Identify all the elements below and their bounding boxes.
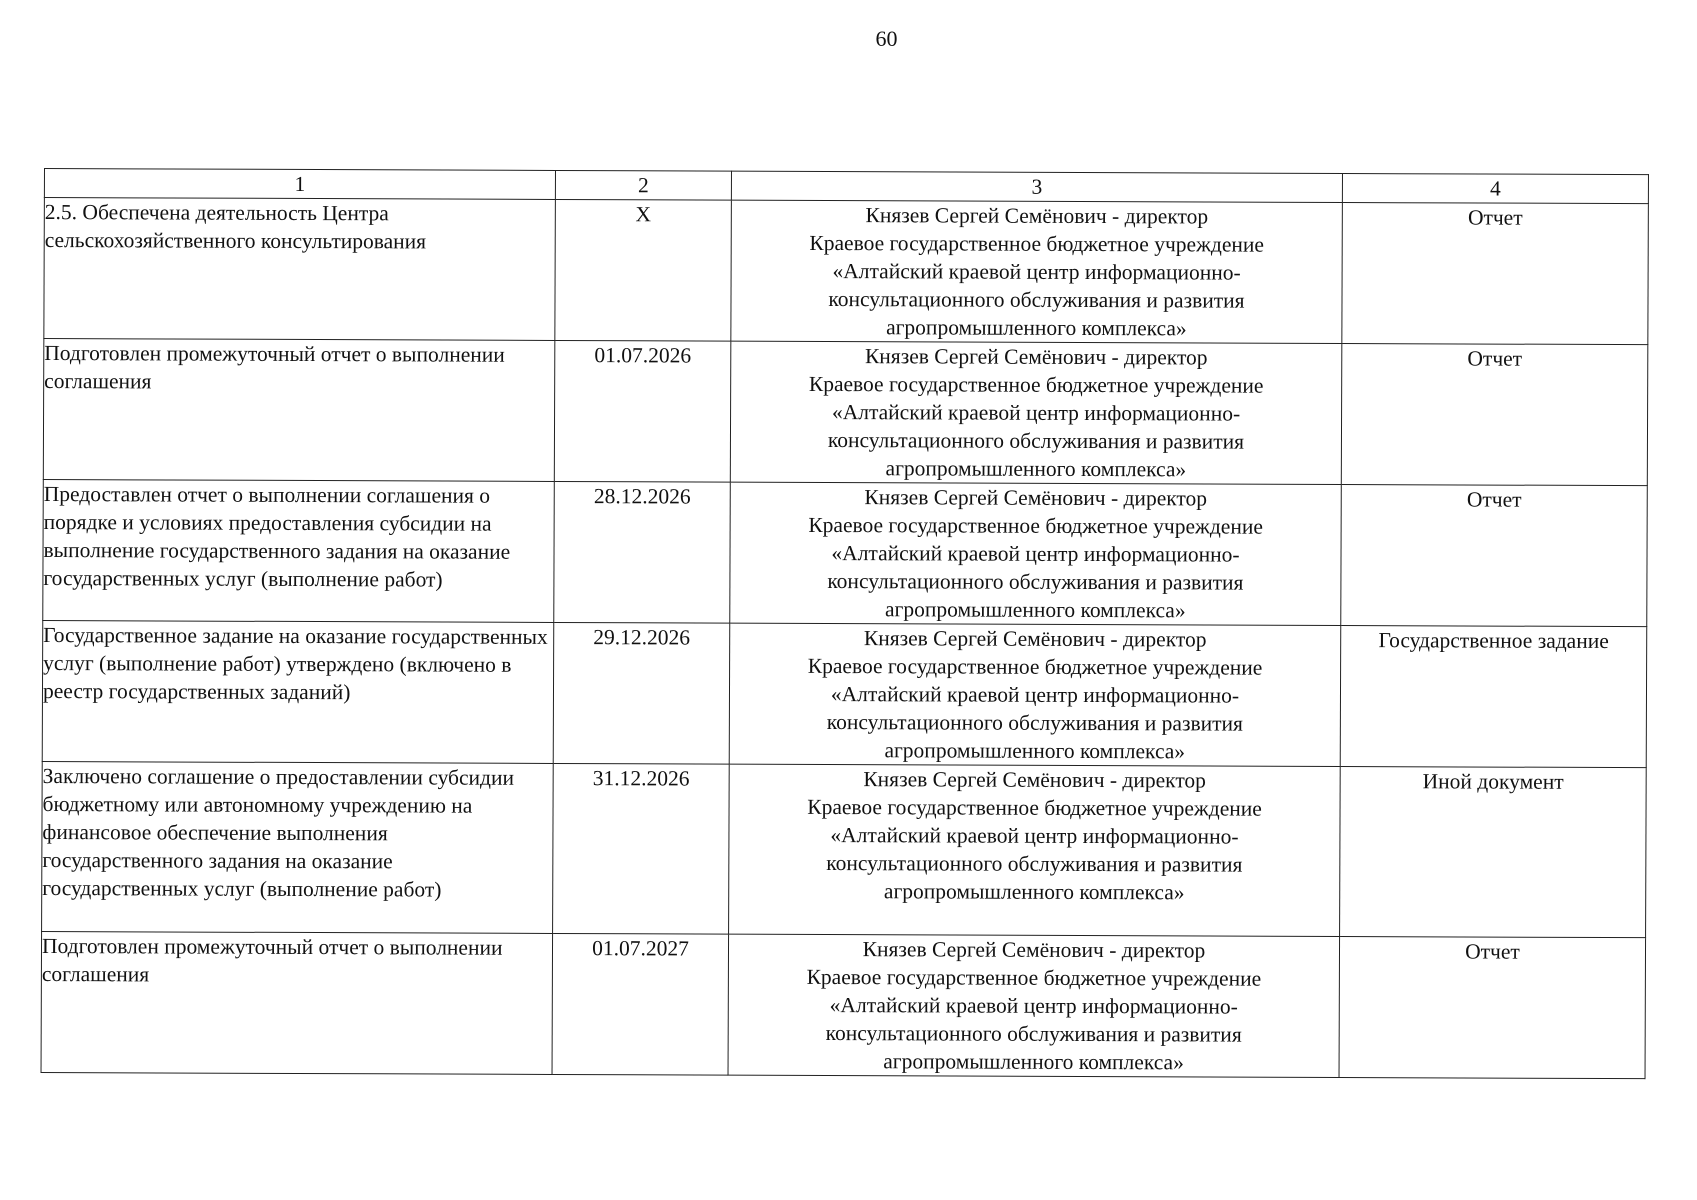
date-cell: 01.07.2027 xyxy=(552,933,729,1075)
column-header-4: 4 xyxy=(1342,173,1648,203)
page-number: 60 xyxy=(875,26,898,51)
document-cell: Отчет xyxy=(1341,343,1648,485)
table-row xyxy=(42,761,1647,937)
responsible-line: Краевое государственное бюджетное учреждение xyxy=(807,794,1262,821)
event-cell: Подготовлен промежуточный отчет о выполнении соглашения xyxy=(41,931,553,1074)
date-cell: 01.07.2026 xyxy=(554,340,731,482)
table-row xyxy=(41,931,1646,1078)
responsible-line: консультационного обслуживания и развития xyxy=(826,851,1243,877)
responsible-line: Князев Сергей Семёнович - директор xyxy=(864,344,1208,370)
responsible-line: агропромышленного комплекса» xyxy=(883,1049,1184,1075)
plan-table xyxy=(41,168,1649,1079)
responsible-line: консультационного обслуживания и развития xyxy=(828,287,1245,313)
date-cell: 29.12.2026 xyxy=(553,622,730,764)
responsible-line: «Алтайский краевой центр информационно- xyxy=(831,541,1240,567)
responsible-line: агропромышленного комплекса» xyxy=(883,879,1185,905)
event-cell: Подготовлен промежуточный отчет о выполнении соглашения xyxy=(43,339,555,482)
responsible-cell xyxy=(730,341,1342,484)
event-cell: Заключено соглашение о предоставлении субсидии бюджетному или автономному учреждению на финансовое обеспечение выполнения государственного задания на оказание государственных услуг (выполнение работ) xyxy=(42,761,554,933)
responsible-line: Краевое государственное бюджетное учреждение xyxy=(808,512,1263,539)
responsible-line: агропромышленного комплекса» xyxy=(884,597,1186,623)
responsible-line: Князев Сергей Семёнович - директор xyxy=(864,485,1208,511)
responsible-cell xyxy=(730,482,1342,625)
responsible-line: агропромышленного комплекса» xyxy=(885,456,1187,482)
date-cell: 28.12.2026 xyxy=(554,481,731,623)
document-cell: Иной документ xyxy=(1340,766,1647,937)
responsible-line: консультационного обслуживания и развития xyxy=(825,1021,1242,1047)
column-header-2: 2 xyxy=(555,170,731,200)
column-header-3: 3 xyxy=(731,171,1342,202)
document-cell: Государственное задание xyxy=(1340,625,1647,767)
responsible-line: консультационного обслуживания и развития xyxy=(827,428,1245,454)
responsible-cell xyxy=(728,934,1340,1077)
responsible-line: агропромышленного комплекса» xyxy=(886,315,1187,341)
responsible-line: «Алтайский краевой центр информационно- xyxy=(830,823,1239,849)
responsible-line: Князев Сергей Семёнович - директор xyxy=(863,626,1207,652)
responsible-line: Краевое государственное бюджетное учреждение xyxy=(809,230,1265,257)
responsible-line: «Алтайский краевой центр информационно- xyxy=(829,993,1238,1019)
responsible-cell xyxy=(729,623,1341,766)
responsible-line: Краевое государственное бюджетное учреждение xyxy=(806,964,1262,991)
table-row xyxy=(43,479,1648,626)
responsible-line: «Алтайский краевой центр информационно- xyxy=(830,682,1240,708)
date-cell: 31.12.2026 xyxy=(553,763,730,934)
responsible-line: «Алтайский краевой центр информационно- xyxy=(831,400,1241,426)
document-cell: Отчет xyxy=(1342,202,1649,344)
responsible-line: Князев Сергей Семёнович - директор xyxy=(863,767,1206,793)
responsible-line: Князев Сергей Семёнович - директор xyxy=(865,203,1209,229)
responsible-line: агропромышленного комплекса» xyxy=(884,738,1186,764)
column-header-1: 1 xyxy=(44,169,555,200)
document-cell: Отчет xyxy=(1339,936,1646,1078)
responsible-cell xyxy=(731,200,1343,343)
responsible-line: консультационного обслуживания и развития xyxy=(827,569,1244,595)
responsible-line: Краевое государственное бюджетное учреждение xyxy=(807,653,1263,680)
event-cell: Предоставлен отчет о выполнении соглашения о порядке и условиях предоставления субсидии на выполнение государственного задания на оказание государственных услуг (выполнение работ) xyxy=(43,479,555,622)
event-cell: 2.5. Обеспечена деятельность Центра сельскохозяйственного консультирования xyxy=(44,198,556,341)
responsible-line: Краевое государственное бюджетное учреждение xyxy=(808,371,1264,398)
table-row xyxy=(43,339,1648,486)
responsible-line: Князев Сергей Семёнович - директор xyxy=(862,937,1206,963)
responsible-line: «Алтайский краевой центр информационно- xyxy=(832,259,1241,285)
document-cell: Отчет xyxy=(1341,484,1648,626)
table-row xyxy=(44,198,1649,345)
event-cell: Государственное задание на оказание государственных услуг (выполнение работ) утверждено (включено в реестр государственных заданий) xyxy=(42,620,554,763)
responsible-line: консультационного обслуживания и развития xyxy=(826,710,1243,736)
responsible-cell xyxy=(729,764,1341,936)
date-cell: Х xyxy=(555,199,732,341)
table-row xyxy=(42,620,1647,767)
